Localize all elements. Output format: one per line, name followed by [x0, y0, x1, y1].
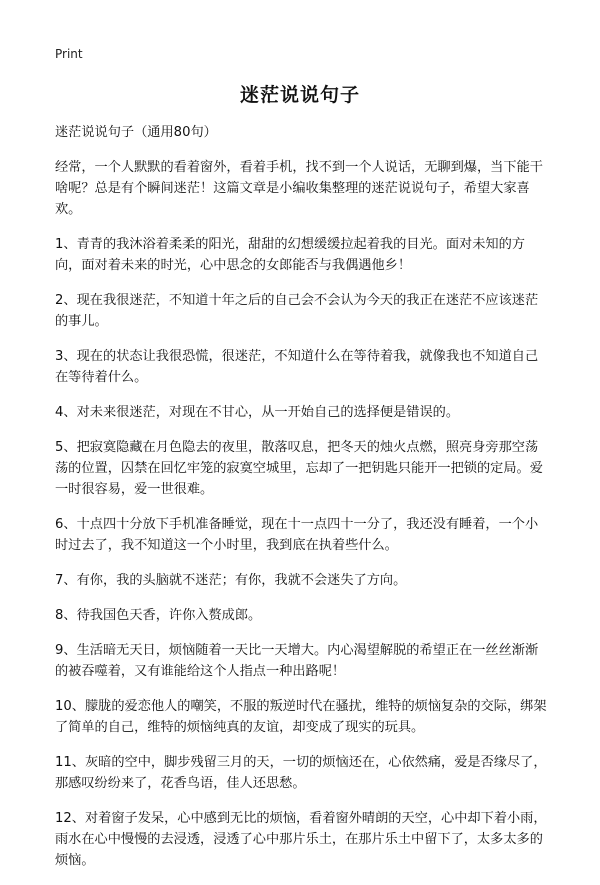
article-subtitle: 迷茫说说句子（通用80句）	[55, 125, 217, 140]
print-link[interactable]: Print	[55, 47, 83, 61]
list-item: 1、青青的我沐浴着柔柔的阳光，甜甜的幻想缓缓拉起着我的目光。面对未知的方向，面对着未来的时光，心中思念的女郎能否与我偶遇他乡！	[55, 237, 525, 273]
list-item: 9、生活暗无天日，烦恼随着一天比一天增大。内心渴望解脱的希望正在一丝丝渐渐的被吞噬着，又有谁能给这个人指点一种出路呢！	[55, 643, 539, 679]
list-item: 8、待我国色天香，许你入赘成郎。	[55, 608, 262, 623]
article-intro: 经常，一个人默默的看着窗外，看着手机，找不到一个人说话，无聊到爆，当下能干啥呢？总是有个瞬间迷茫！这篇文章是小编收集整理的迷茫说说句子，希望大家喜欢。	[55, 160, 543, 217]
list-item: 7、有你，我的头脑就不迷茫；有你，我就不会迷失了方向。	[55, 573, 407, 588]
list-item: 5、把寂寞隐藏在月色隐去的夜里，散落叹息，把冬天的烛火点燃，照亮身旁那空荡荡的位置，囚禁在回忆牢笼的寂寞空城里，忘却了一把钥匙只能开一把锁的定局。爱一时很容易，爱一世很难。	[55, 440, 543, 497]
list-item: 12、对着窗子发呆，心中感到无比的烦恼，看着窗外晴朗的天空，心中却下着小雨，雨水在心中慢慢的去浸透，浸透了心中那片乐土，在那片乐土中留下了，太多太多的烦恼。	[55, 811, 547, 868]
list-item: 11、灰暗的空中，脚步残留三月的天，一切的烦恼还在，心依然痛，爱是否缘尽了，那感叹纷纷来了，花香鸟语，佳人还思愁。	[55, 755, 547, 791]
article-body	[55, 122, 550, 885]
list-item: 6、十点四十分放下手机准备睡觉，现在十一点四十一分了，我还没有睡着，一个小时过去了，我不知道这一个小时里，我到底在执着些什么。	[55, 517, 539, 553]
list-item: 10、朦胧的爱恋他人的嘲笑，不服的叛逆时代在骚扰，维特的烦恼复杂的交际，绑架了简单的自己，维特的烦恼纯真的友谊，却变成了现实的玩具。	[55, 699, 547, 735]
list-item: 4、对未来很迷茫，对现在不甘心，从一开始自己的选择便是错误的。	[55, 405, 460, 420]
list-item: 3、现在的状态让我很恐慌，很迷茫，不知道什么在等待着我，就像我也不知道自己在等待着什么。	[55, 349, 539, 385]
list-item: 2、现在我很迷茫，不知道十年之后的自己会不会认为今天的我正在迷茫不应该迷茫的事儿。	[55, 293, 539, 329]
page-title: 迷茫说说句子	[239, 84, 360, 106]
